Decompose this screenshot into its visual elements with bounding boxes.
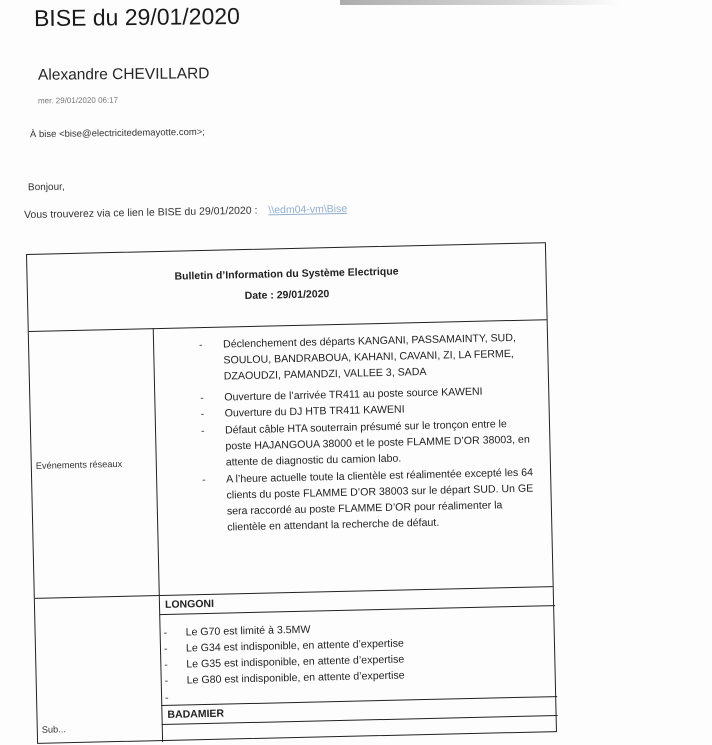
table-row-divider [35,586,553,599]
table-row-divider [161,696,557,706]
bise-link[interactable]: \\edm04-vm\Bise [268,202,348,217]
bulletin-header-title: Bulletin d’Information du Système Electrique [174,265,399,283]
bulletin-header-date: Date : 29/01/2020 [244,288,330,303]
longoni-item: - Le G80 est indisponible, en attente d’expertise [187,670,405,687]
event-item: - Déclenchement des départs KANGANI, PASSAMAINTY, SUD, SOULOU, BANDRABOUA, KAHANI, CAVANI, ZI, LA FERME, DZAOUDZI, PAMANDZI, VALLEE 3, SADA [223,330,534,385]
email-recipient: À bise <bise@electricitedemayotte.com>; [29,126,205,141]
email-sent-date: mer. 29/01/2020 06:17 [37,95,119,106]
longoni-label: LONGONI [164,597,215,611]
scan-artifact [340,0,620,5]
longoni-item: - Le G35 est indisponible, en attente d’expertise [186,654,404,671]
event-item: - A l’heure actuelle toute la clientèle est réalimentée excepté les 64 clients du poste FLAMME D’OR 38003 sur le départ SUD. Un GE sera raccordé au poste FLAMME D’OR pour réalimenter la clientèle en attendant la recherche de défaut. [226,464,537,535]
email-intro-text: Vous trouverez via ce lien le BISE du 29/01/2020 : [23,204,258,222]
badamier-label: BADAMIER [167,707,225,721]
table-column-divider [153,328,163,742]
table-row-divider [159,605,555,615]
email-sender: Alexandre CHEVILLARD [37,65,210,84]
longoni-item: - Le G34 est indisponible, en attente d’expertise [186,638,404,655]
event-item: - Ouverture de l’arrivée TR411 au poste source KAWENI [224,383,534,406]
event-item: - Défaut câble HTA souterrain présumé sur le tronçon entre le poste HAJANGOUA 38000 et le poste FLAMME D’OR 38003, en attente de diagnostic du camion labo. [225,415,536,470]
email-greeting: Bonjour, [27,181,65,194]
bulletin-table [26,242,557,744]
email-intro [24,203,347,221]
document-title: BISE du 29/01/2020 [33,2,241,32]
next-section-label: Sub... [41,724,66,735]
empty-bullet: - [164,691,169,704]
event-item: - Ouverture du DJ HTB TR411 KAWENI [224,399,534,422]
longoni-item: - Le G70 est limité à 3.5MW [185,624,310,639]
events-label: Evénements réseaux [35,458,123,471]
bulletin-header [27,243,547,332]
